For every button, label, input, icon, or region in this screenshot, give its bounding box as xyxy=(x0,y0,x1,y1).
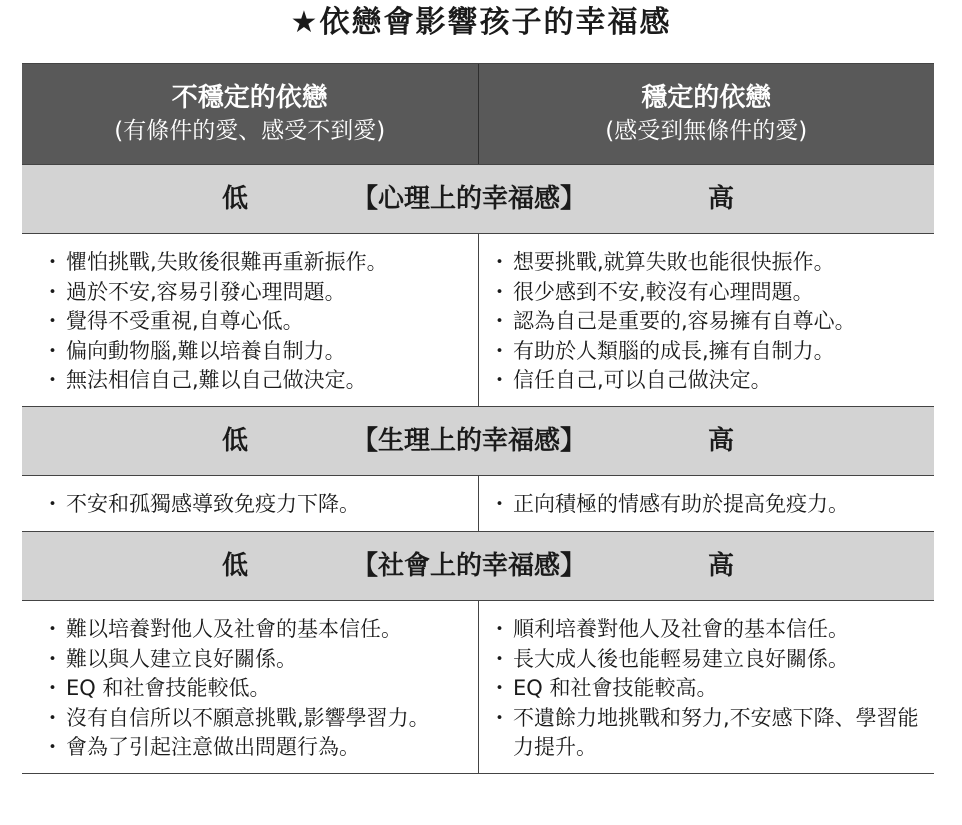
list-item: ・ 長大成人後也能輕易建立良好關係。 xyxy=(491,645,924,675)
section-bar-social xyxy=(22,531,934,601)
section-title: 【心理上的幸福感】 xyxy=(352,184,587,214)
section-content-psychological xyxy=(22,234,934,406)
list-item: ・ EQ 和社會技能較高。 xyxy=(491,674,924,704)
unstable-column xyxy=(22,234,478,406)
item-list xyxy=(44,615,468,763)
list-item: ・ 偏向動物腦,難以培養自制力。 xyxy=(44,337,468,367)
low-label: 低 xyxy=(222,184,249,214)
list-item: ・ 難以培養對他人及社會的基本信任。 xyxy=(44,615,468,645)
item-list xyxy=(491,248,924,396)
list-item: ・ 過於不安,容易引發心理問題。 xyxy=(44,278,468,308)
item-list xyxy=(44,490,468,520)
list-item: ・ 不安和孤獨感導致免疫力下降。 xyxy=(44,490,468,520)
list-item: ・ 難以與人建立良好關係。 xyxy=(44,645,468,675)
item-list xyxy=(491,490,924,520)
stable-column xyxy=(478,476,934,532)
section-title: 【生理上的幸福感】 xyxy=(352,425,587,456)
low-label: 低 xyxy=(222,551,249,581)
list-item: ・ 沒有自信所以不願意挑戰,影響學習力。 xyxy=(44,704,468,734)
list-item: ・ EQ 和社會技能較低。 xyxy=(44,674,468,704)
high-label: 高 xyxy=(708,184,735,214)
list-item: ・ 會為了引起注意做出問題行為。 xyxy=(44,733,468,763)
list-item: ・ 想要挑戰,就算失敗也能很快振作。 xyxy=(491,248,924,278)
list-item: ・ 順利培養對他人及社會的基本信任。 xyxy=(491,615,924,645)
list-item: ・ 認為自己是重要的,容易擁有自尊心。 xyxy=(491,307,924,337)
stable-column xyxy=(478,234,934,406)
section-content-physiological xyxy=(22,476,934,532)
list-item: ・ 信任自己,可以自己做決定。 xyxy=(491,366,924,396)
high-label: 高 xyxy=(708,425,735,456)
header-unstable-attachment xyxy=(22,64,478,164)
list-item: ・ 很少感到不安,較沒有心理問題。 xyxy=(491,278,924,308)
unstable-column xyxy=(22,476,478,532)
header-title: 穩定的依戀 xyxy=(641,83,772,113)
header-subtitle: (感受到無條件的愛) xyxy=(605,118,808,144)
low-label: 低 xyxy=(222,425,249,456)
unstable-column xyxy=(22,601,478,773)
list-item: ・ 懼怕挑戰,失敗後很難再重新振作。 xyxy=(44,248,468,278)
comparison-table xyxy=(22,63,934,774)
stable-column xyxy=(478,601,934,773)
section-title: 【社會上的幸福感】 xyxy=(352,551,587,581)
header-title: 不穩定的依戀 xyxy=(171,83,328,113)
list-item: ・ 不遺餘力地挑戰和努力,不安感下降、學習能力提升。 xyxy=(491,704,924,763)
item-list xyxy=(44,248,468,396)
section-content-social xyxy=(22,601,934,773)
section-bar-psychological xyxy=(22,164,934,234)
header-stable-attachment xyxy=(478,64,935,164)
page-title: ★依戀會影響孩子的幸福感 xyxy=(290,5,672,40)
list-item: ・ 覺得不受重視,自尊心低。 xyxy=(44,307,468,337)
item-list xyxy=(491,615,924,763)
list-item: ・ 有助於人類腦的成長,擁有自制力。 xyxy=(491,337,924,367)
header-subtitle: (有條件的愛、感受不到愛) xyxy=(114,118,386,144)
list-item: ・ 無法相信自己,難以自己做決定。 xyxy=(44,366,468,396)
high-label: 高 xyxy=(708,551,735,581)
list-item: ・ 正向積極的情感有助於提高免疫力。 xyxy=(491,490,924,520)
section-bar-physiological xyxy=(22,406,934,476)
table-header xyxy=(22,64,934,164)
